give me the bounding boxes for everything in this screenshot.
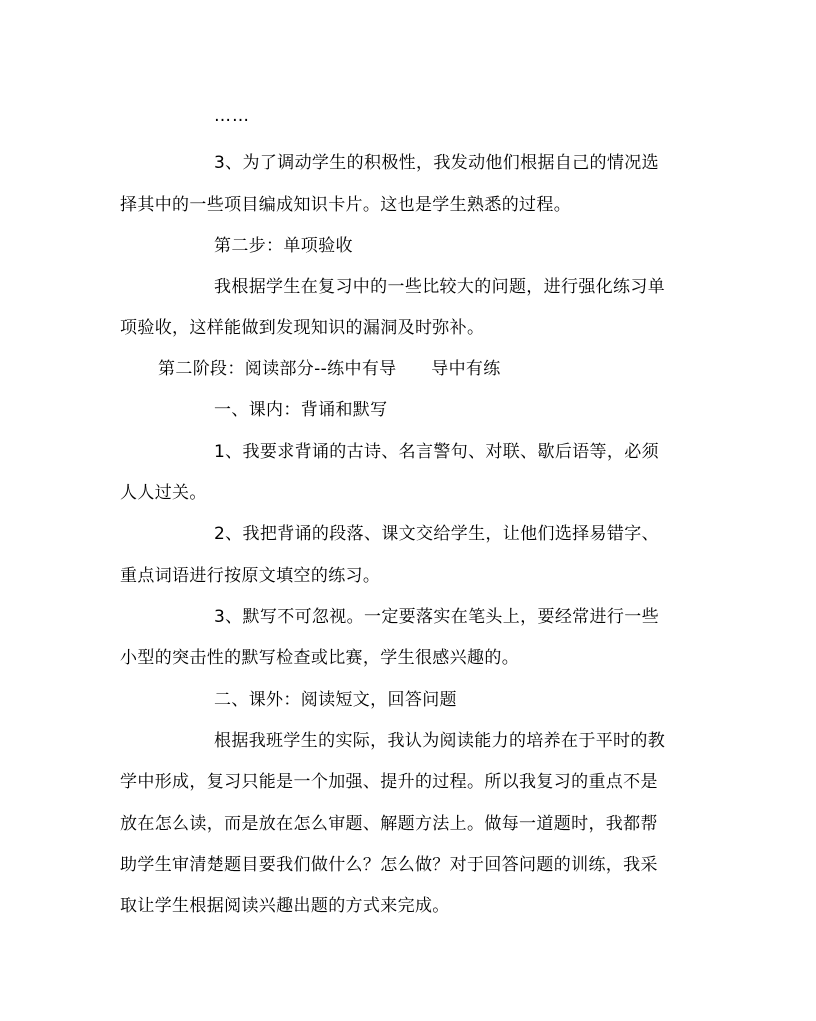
list-item-line: 3、默写不可忽视。一定要落实在笔头上，要经常进行一些 xyxy=(214,607,659,627)
paragraph-line: 根据我班学生的实际，我认为阅读能力的培养在于平时的教 xyxy=(214,731,666,751)
stage-heading: 第二阶段：阅读部分--练中有导 导中有练 xyxy=(158,359,501,379)
paragraph-line: 3、为了调动学生的积极性，我发动他们根据自己的情况选 xyxy=(214,153,659,173)
list-item-line: 2、我把背诵的段落、课文交给学生，让他们选择易错字、 xyxy=(214,524,659,544)
list-item-line: 1、我要求背诵的古诗、名言警句、对联、歇后语等，必须 xyxy=(214,442,659,462)
list-item-line: 重点词语进行按原文填空的练习。 xyxy=(120,566,381,586)
paragraph-line: 项验收，这样能做到发现知识的漏洞及时弥补。 xyxy=(120,318,485,338)
paragraph-line: 学中形成，复习只能是一个加强、提升的过程。所以我复习的重点不是 xyxy=(120,772,658,792)
list-item-line: 小型的突击性的默写检查或比赛，学生很感兴趣的。 xyxy=(120,648,520,668)
section-heading: 二、课外：阅读短文，回答问题 xyxy=(214,690,457,710)
paragraph-line: 助学生审清楚题目要我们做什么？怎么做？对于回答问题的训练，我采 xyxy=(120,855,658,875)
paragraph-line: 择其中的一些项目编成知识卡片。这也是学生熟悉的过程。 xyxy=(120,195,572,215)
paragraph-line: 取让学生根据阅读兴趣出题的方式来完成。 xyxy=(120,896,450,916)
paragraph-line: 放在怎么读，而是放在怎么审题、解题方法上。做每一道题时，我都帮 xyxy=(120,814,658,834)
section-heading: 一、课内：背诵和默写 xyxy=(214,400,388,420)
list-item-line: 人人过关。 xyxy=(120,483,207,503)
paragraph-line: 我根据学生在复习中的一些比较大的问题，进行强化练习单 xyxy=(214,277,666,297)
step-heading: 第二步：单项验收 xyxy=(214,236,353,256)
ellipsis: …… xyxy=(214,106,250,126)
